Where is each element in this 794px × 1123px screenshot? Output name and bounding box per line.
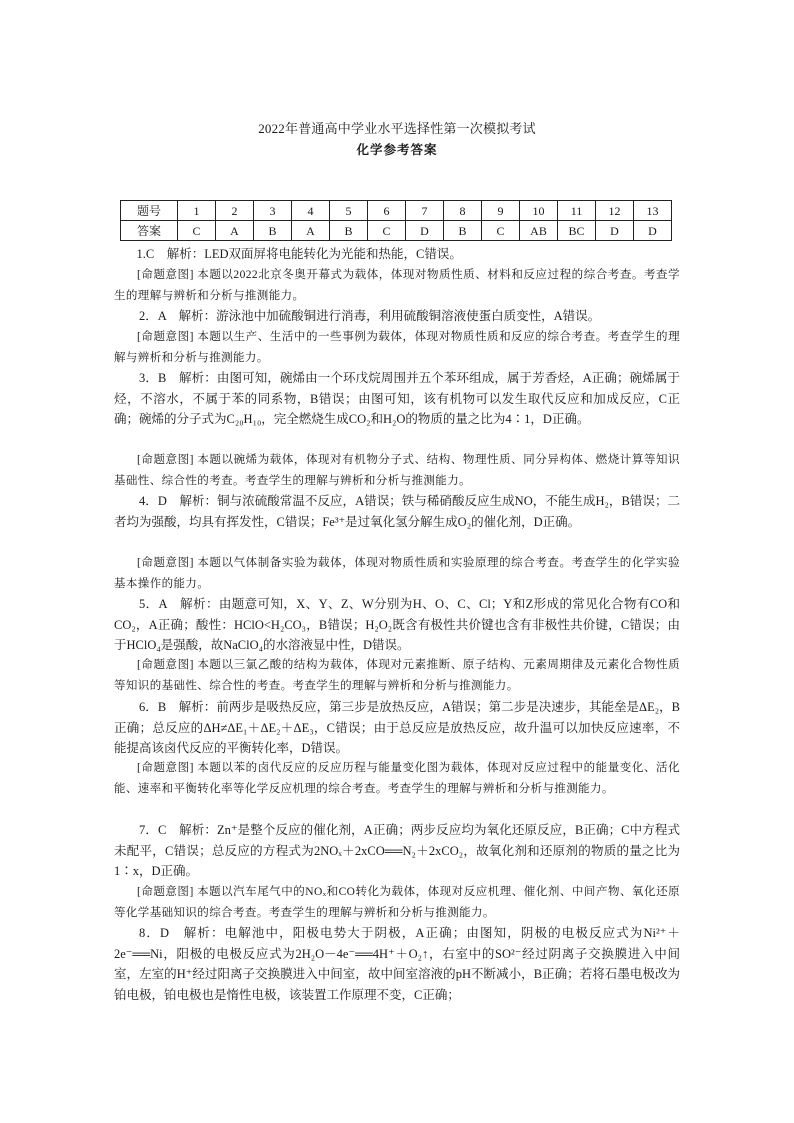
table-cell: A — [292, 221, 330, 241]
answer-explanation-3: 3．B 解析：由图可知，碗烯由一个环戊烷周围并五个苯环组成，属于芳香烃，A正确；碗烯属于烃，不溶水，不属于苯的同系物，B错误；由图可知，该有机物可以发生取代反应和加成反应，C正确；碗烯的分子式为C₂₀H₁₀，完全燃烧生成CO₂和H₂O的物质的量之比为4∶1，D正确。 — [114, 371, 680, 427]
design-intent-1: [命题意图] 本题以2022北京冬奥开幕式为载体，体现对物质性质、材料和反应过程的综合考查。考查学生的理解与辨析和分析与推测能力。 — [114, 269, 680, 302]
table-cell: 9 — [482, 201, 520, 221]
table-row-label: 答案 — [121, 221, 178, 241]
answer-row — [121, 221, 672, 241]
answer-explanation-6: 6．B 解析：前两步是吸热反应，第三步是放热反应，A错误；第二步是决速步，其能垒是ΔE₂，B正确；总反应的ΔH≠ΔE₁＋ΔE₂＋ΔE₃，C错误；由于总反应是放热反应，故升温可以加快反应速率，不能提高该卤代反应的平衡转化率，D错误。 — [114, 700, 680, 756]
design-intent-5: [命题意图] 本题以三氯乙酸的结构为载体，体现对元素推断、原子结构、元素周期律及元素化合物性质等知识的基础性、综合性的考查。考查学生的理解与辨析和分析与推测能力。 — [114, 659, 680, 692]
table-cell: BC — [558, 221, 596, 241]
table-cell: D — [634, 221, 672, 241]
table-cell: D — [406, 221, 444, 241]
answer-explanation-7: 7．C 解析：Zn⁺是整个反应的催化剂，A正确；两步反应均为氧化还原反应，B正确；C中方程式未配平，C错误；总反应的方程式为2NOₓ＋2xCO══N₂＋2xCO₂，故氧化剂和还原剂的物质的量之比为1∶x，D正确。 — [114, 823, 680, 879]
table-cell: C — [178, 221, 216, 241]
answer-explanation-2: 2．A 解析：游泳池中加硫酸铜进行消毒，利用硫酸铜溶液使蛋白质变性，A错误。 — [139, 309, 601, 323]
table-cell: 1 — [178, 201, 216, 221]
design-intent-3: [命题意图] 本题以碗烯为载体，体现对有机物分子式、结构、物理性质、同分异构体、燃烧计算等知识基础性、综合性的考查。考查学生的理解与辨析和分析与推测能力。 — [114, 454, 680, 487]
table-cell: 5 — [330, 201, 368, 221]
table-cell: 10 — [520, 201, 558, 221]
table-cell: 8 — [444, 201, 482, 221]
question-number-row — [121, 201, 672, 221]
answer-key-subtitle: 化学参考答案 — [356, 143, 438, 157]
design-intent-7: [命题意图] 本题以汽车尾气中的NOₓ和CO转化为载体，体现对反应机理、催化剂、中间产物、氧化还原等化学基础知识的综合考查。考查学生的理解与辨析和分析与推测能力。 — [114, 886, 680, 919]
table-cell: A — [216, 221, 254, 241]
table-cell: C — [482, 221, 520, 241]
answer-explanation-4: 4．D 解析：铜与浓硫酸常温不反应，A错误；铁与稀硝酸反应生成NO，不能生成H₂，B错误；二者均为强酸，均具有挥发性，C错误；Fe³⁺是过氧化氢分解生成O₂的催化剂，D正确。 — [114, 494, 680, 529]
table-cell: B — [444, 221, 482, 241]
answer-explanation-8: 8．D 解析：电解池中，阳极电势大于阴极，A正确；由图知，阴极的电极反应式为Ni²⁺＋2e⁻══Ni，阳极的电极反应式为2H₂O－4e⁻══4H⁺＋O₂↑，右室中的SO²⁻经过阴离子交换膜进入中间室，左室的H⁺经过阳离子交换膜进入中间室，故中间室溶液的pH不断减小，B正确；若将石墨电极改为铂电极，铂电极也是惰性电极，该装置工作原理不变，C正确； — [114, 926, 680, 1002]
answer-table — [120, 200, 672, 241]
table-cell: D — [596, 221, 634, 241]
table-cell: 7 — [406, 201, 444, 221]
table-row-label: 题号 — [121, 201, 178, 221]
table-cell: 4 — [292, 201, 330, 221]
table-cell: B — [254, 221, 292, 241]
table-cell: C — [368, 221, 406, 241]
table-cell: 6 — [368, 201, 406, 221]
table-cell: AB — [520, 221, 558, 241]
table-cell: 12 — [596, 201, 634, 221]
table-cell: 2 — [216, 201, 254, 221]
design-intent-2: [命题意图] 本题以生产、生活中的一些事例为载体，体现对物质性质和反应的综合考查。考查学生的理解与辨析和分析与推测能力。 — [114, 331, 680, 364]
design-intent-6: [命题意图] 本题以苯的卤代反应的反应历程与能量变化图为载体，体现对反应过程中的能量变化、活化能、速率和平衡转化率等化学反应机理的综合考查。考查学生的理解与辨析和分析与推测能力。 — [114, 762, 680, 795]
answer-explanation-5: 5．A 解析：由题意可知，X、Y、Z、W分别为H、O、C、Cl；Y和Z形成的常见化合物有CO和CO₂，A正确；酸性：HClO<H₂CO₃，B错误；H₂O₂既含有极性共价键也含有非极性共价键，C错误；由于HClO₄是强酸，故NaClO₄的水溶液显中性，D错误。 — [114, 597, 680, 653]
design-intent-4: [命题意图] 本题以气体制备实验为载体，体现对物质性质和实验原理的综合考查。考查学生的化学实验基本操作的能力。 — [114, 557, 680, 590]
answer-explanation-1: 1.C 解析：LED双面屏将电能转化为光能和热能，C错误。 — [136, 247, 462, 261]
table-cell: 3 — [254, 201, 292, 221]
table-cell: 11 — [558, 201, 596, 221]
table-cell: B — [330, 221, 368, 241]
exam-title: 2022年普通高中学业水平选择性第一次模拟考试 — [258, 121, 536, 136]
table-cell: 13 — [634, 201, 672, 221]
